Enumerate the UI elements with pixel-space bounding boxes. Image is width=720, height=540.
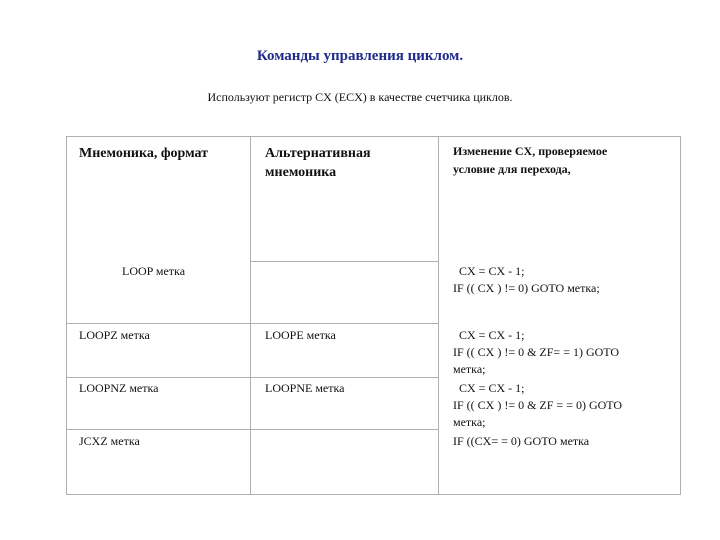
row-loopnz-cond-line3: метка; xyxy=(453,415,486,429)
row-loopz-cond-line1: CX = CX - 1; xyxy=(459,328,525,342)
row-loopz-alt: LOOPE метка xyxy=(265,328,336,342)
row-loopz-mnemonic: LOOPZ метка xyxy=(79,328,150,342)
row-divider-1 xyxy=(250,261,438,262)
row-loopz-cond-line3: метка; xyxy=(453,362,486,376)
row-loop-cond-line1: CX = CX - 1; xyxy=(459,264,525,278)
row-loop-cond-line2: IF (( CX ) != 0) GOTO метка; xyxy=(453,281,600,295)
header-condition-line2: условие для перехода, xyxy=(453,162,571,176)
header-condition-line1: Изменение CX, проверяемое xyxy=(453,144,608,158)
row-jcxz-mnemonic: JCXZ метка xyxy=(79,434,140,448)
column-divider-1 xyxy=(250,137,251,494)
row-loop-condition xyxy=(453,263,600,297)
row-loopnz-condition xyxy=(453,380,622,431)
page-title: Команды управления циклом. xyxy=(256,48,464,64)
row-divider-4 xyxy=(67,429,438,430)
loop-commands-table xyxy=(66,136,681,495)
row-loopnz-cond-line2: IF (( CX ) != 0 & ZF = = 0) GOTO xyxy=(453,398,623,412)
header-alt-line1: Альтернативная xyxy=(265,146,371,161)
header-alt-mnemonic xyxy=(265,144,371,182)
row-loopnz-mnemonic: LOOPNZ метка xyxy=(79,381,159,395)
header-condition xyxy=(453,142,607,178)
page-subtitle: Используют регистр CX (ECX) в качестве счетчика циклов. xyxy=(207,90,513,104)
row-jcxz-condition xyxy=(453,433,589,450)
row-divider-2 xyxy=(67,323,438,324)
row-loopnz-alt: LOOPNE метка xyxy=(265,381,345,395)
row-loopz-condition xyxy=(453,327,619,378)
header-alt-line2: мнемоника xyxy=(265,165,337,180)
row-divider-3 xyxy=(67,377,438,378)
header-mnemonic: Мнемоника, формат xyxy=(79,146,209,161)
row-jcxz-cond-line1: IF ((CX= = 0) GOTO метка xyxy=(453,434,590,448)
column-divider-2 xyxy=(438,137,439,494)
row-loop-mnemonic: LOOP метка xyxy=(122,264,186,278)
row-loopz-cond-line2: IF (( CX ) != 0 & ZF= = 1) GOTO xyxy=(453,345,620,359)
row-loopnz-cond-line1: CX = CX - 1; xyxy=(459,381,525,395)
